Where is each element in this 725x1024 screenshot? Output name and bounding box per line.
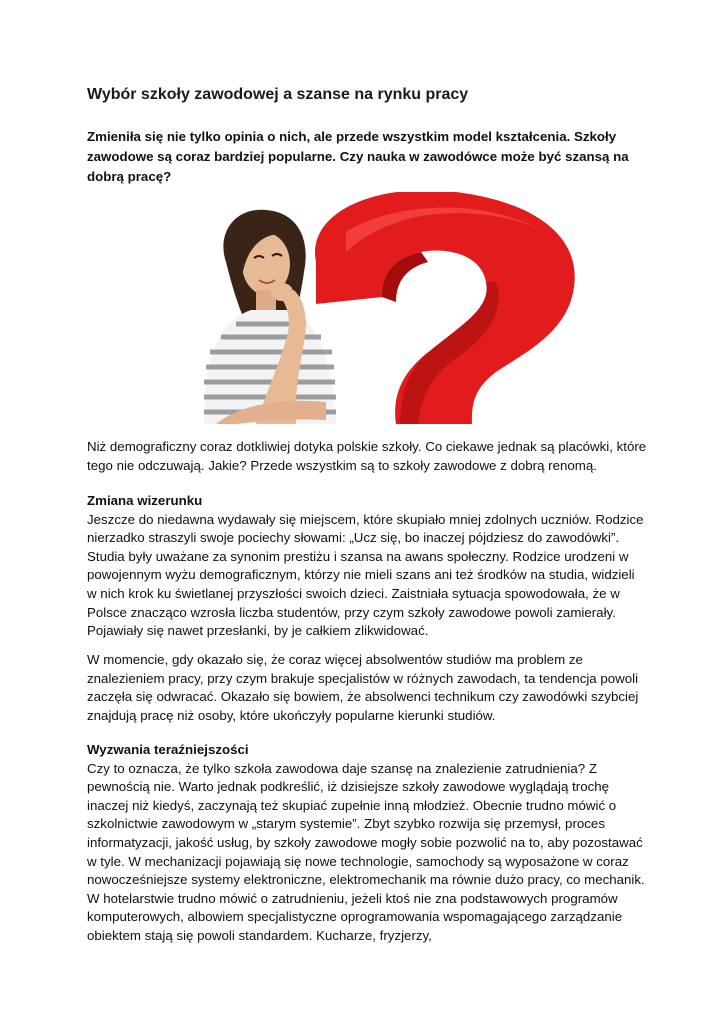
question-mark-icon [315, 192, 575, 424]
woman-thinking-question-mark-image [196, 192, 576, 424]
lead-paragraph: Zmieniła się nie tylko opinia o nich, ale przede wszystkim model kształcenia. Szkoły zawodowe są coraz bardziej popularne. Czy nauka w zawodówce może być szansą na dobrą pracę? [87, 129, 629, 184]
section-heading: Wyzwania teraźniejszości [87, 742, 249, 757]
paragraph-momencie [87, 651, 647, 725]
section-zmiana-wizerunku [87, 492, 647, 641]
intro-text: Niż demograficzny coraz dotkliwiej dotyka polskie szkoły. Co ciekawe jednak są placówki, które tego nie odczuwają. Jakie? Przede wszystkim są to szkoły zawodowe z dobrą renomą. [87, 439, 647, 473]
intro-paragraph [87, 438, 647, 475]
paragraph-text: W momencie, gdy okazało się, że coraz więcej absolwentów studiów ma problem ze znalezieniem pracy, przy czym brakuje specjalistów w różnych zawodach, ta tendencja powoli zaczęła się odwracać. Okazało się bowiem, że absolwenci technikum czy zawodówki szybciej znajdują pracę niż osoby, które ukończyły popularne kierunki studiów. [87, 652, 639, 723]
document-title: Wybór szkoły zawodowej a szanse na rynku pracy [87, 86, 469, 103]
section-text: Jeszcze do niedawna wydawały się miejscem, które skupiało mniej zdolnych uczniów. Rodzice nierzadko straszyli swoje pociechy słowami: „Ucz się, bo inaczej pójdziesz do zawodówki”. Studia były uważane za synonim prestiżu i szansa na awans społeczny. Rodzice urodzeni w powojennym wyżu demograficznym, którzy nie mieli szans ani też środków na studia, widzieli w nich krok ku świetlanej przyszłości swoich dzieci. Zaistniała sytuacja spowodowała, że w Polsce znacząco wzrosła liczba studentów, przy czym szkoły zawodowe powoli zamierały. Pojawiały się nawet przesłanki, by je całkiem zlikwidować. [87, 511, 644, 639]
section-heading: Zmiana wizerunku [87, 493, 203, 508]
section-text: Czy to oznacza, że tylko szkoła zawodowa daje szansę na znalezienie zatrudnienia? Z pewnością nie. Warto jednak podkreślić, iż dzisiejsze szkoły zawodowe wyglądają trochę inaczej niż kiedyś, zaczynają też skupiać zupełnie inną młodzież. Obecnie trudno mówić o szkolnictwie zawodowym w „starym systemie”. Zbyt szybko rozwija się przemysł, proces informatyzacji, jakość usług, by szkoły zawodowe mogły sobie pozwolić na to, aby pozostawać w tyle. W mechanizacji pojawiają się nowe technologie, samochody są wyposażone w coraz nowocześniejsze systemy elektroniczne, elektromechanik ma równie dużo pracy, co mechanik. W hotelarstwie trudno mówić o zatrudnieniu, jeżeli ktoś nie zna podstawowych programów komputerowych, albowiem specjalistyczne oprogramowania wspomagającego zarządzanie obiektem stają się powoli standardem. Kucharze, fryzjerzy, [87, 760, 645, 943]
woman-figure [204, 210, 336, 424]
section-wyzwania [87, 741, 647, 946]
illustration-svg [196, 192, 576, 424]
